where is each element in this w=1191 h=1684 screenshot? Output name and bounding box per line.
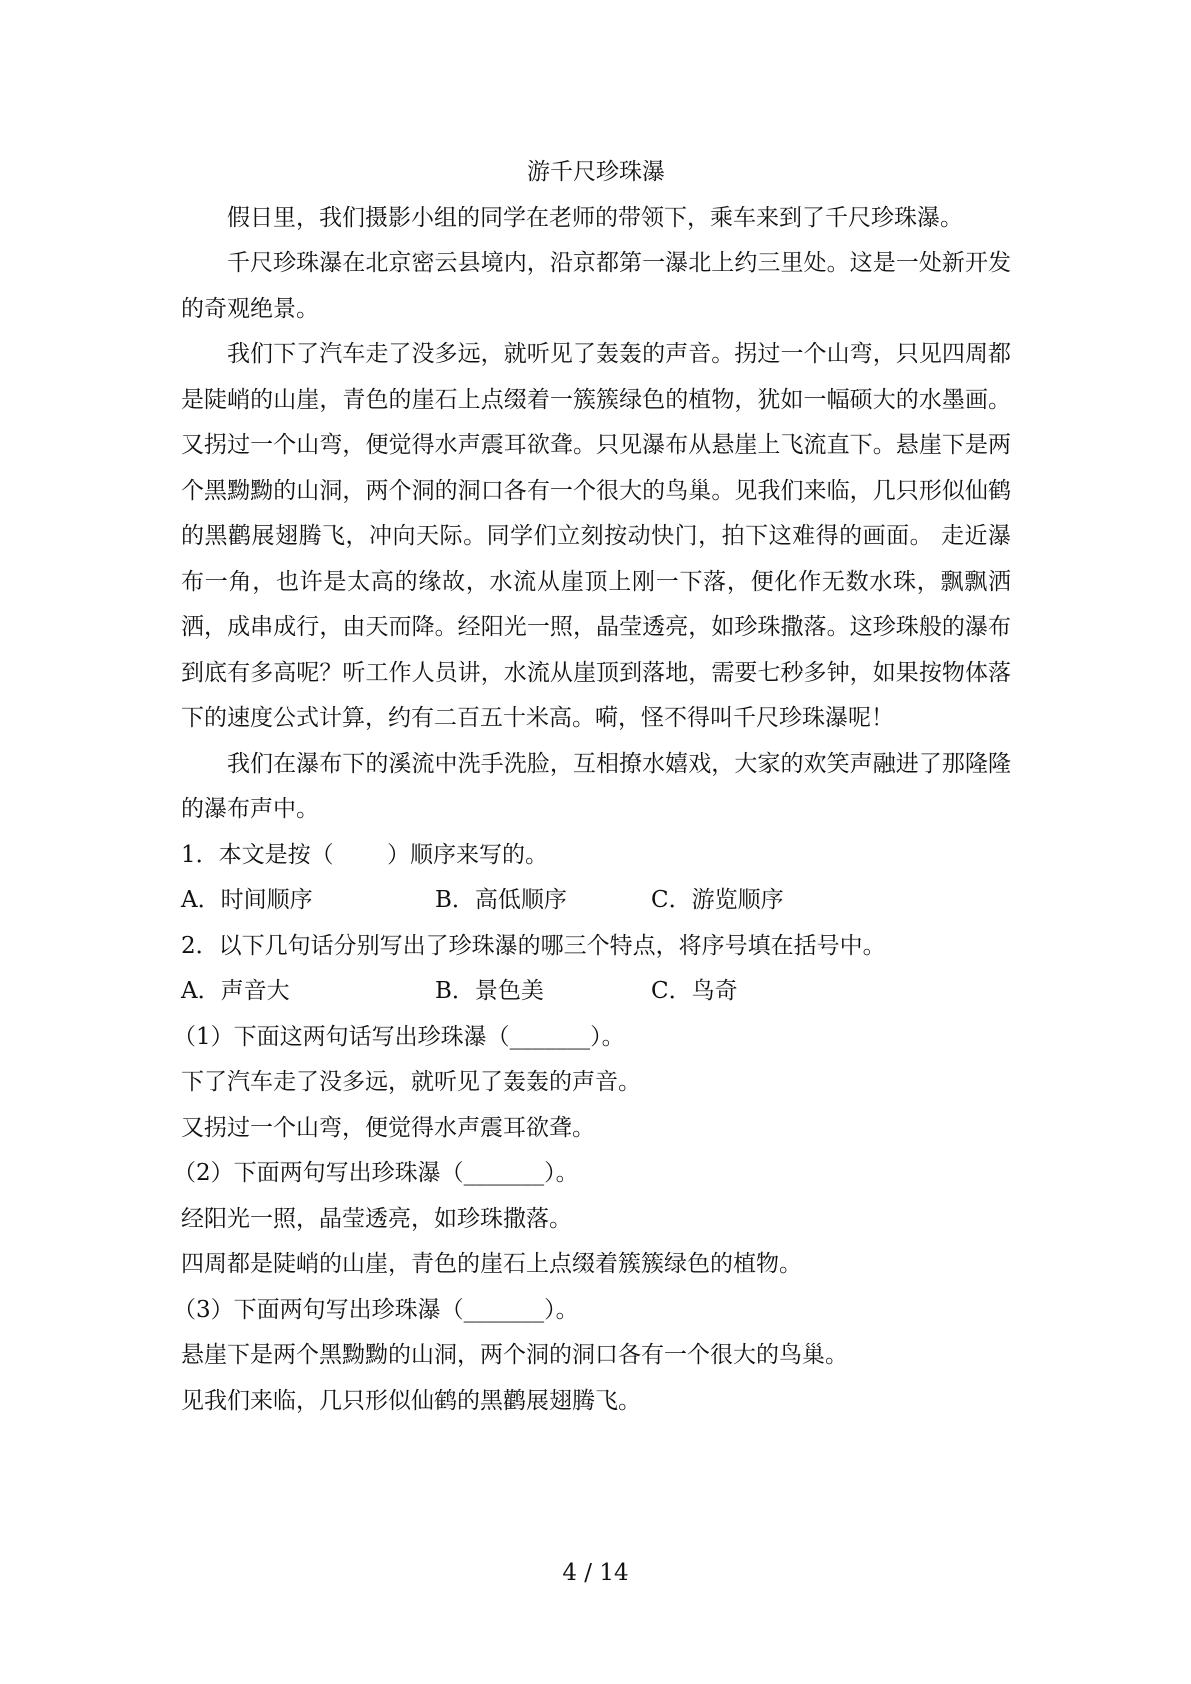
question-1-option-c: C．游览顺序 [651, 887, 784, 913]
paragraph-4: 我们在瀑布下的溪流中洗手洗脸，互相撩水嬉戏，大家的欢笑声融进了那隆隆的瀑布声中。 [181, 750, 1011, 822]
question-2-part-1-line-1: 下了汽车走了没多远，就听见了轰轰的声音。 [181, 1069, 641, 1095]
question-2: 2．以下几句话分别写出了珍珠瀑的哪三个特点，将序号填在括号中。 [181, 932, 886, 959]
question-2-part-2-line-1: 经阳光一照，晶莹透亮，如珍珠撒落。 [181, 1205, 572, 1232]
question-2-part-2-line-2: 四周都是陡峭的山崖，青色的崖石上点缀着簇簇绿色的植物。 [181, 1251, 802, 1277]
question-2-option-c: C．鸟奇 [651, 978, 738, 1004]
question-2-part-3-line-2: 见我们来临，几只形似仙鹤的黑鹳展翅腾飞。 [181, 1387, 641, 1414]
question-2-part-3-prompt: （3）下面两句写出珍珠瀑（_______）。 [173, 1296, 579, 1323]
question-1-option-a: A．时间顺序 [181, 887, 313, 913]
question-1: 1．本文是按（ ）顺序来写的。 [181, 841, 548, 868]
paragraph-1: 假日里，我们摄影小组的同学在老师的带领下，乘车来到了千尺珍珠瀑。 [227, 204, 963, 231]
question-2-part-2-prompt: （2）下面两句写出珍珠瀑（_______）。 [173, 1160, 579, 1186]
question-2-part-1-line-2: 又拐过一个山弯，便觉得水声震耳欲聋。 [181, 1114, 595, 1141]
question-2-option-a: A．声音大 [181, 978, 290, 1004]
article-title: 游千尺珍珠瀑 [527, 159, 665, 185]
page-number: 4 / 14 [562, 1560, 629, 1586]
question-2-part-3-line-1: 悬崖下是两个黑黝黝的山洞，两个洞的洞口各有一个很大的鸟巢。 [181, 1342, 848, 1368]
paragraph-2: 千尺珍珠瀑在北京密云县境内，沿京都第一瀑北上约三里处。这是一处新开发的奇观绝景。 [181, 250, 1011, 322]
question-2-option-b: B．景色美 [435, 978, 544, 1004]
question-2-part-1-prompt: （1）下面这两句话写出珍珠瀑（_______）。 [173, 1023, 625, 1050]
question-1-options [181, 878, 1011, 924]
document-content [173, 150, 1011, 1424]
question-2-options [181, 969, 1011, 1015]
question-1-option-b: B．高低顺序 [435, 887, 567, 913]
paragraph-3: 我们下了汽车走了没多远，就听见了轰轰的声音。拐过一个山弯，只见四周都是陡峭的山崖，青色的崖石上点缀着一簇簇绿色的植物，犹如一幅硕大的水墨画。又拐过一个山弯，便觉得水声震耳欲聋。只见瀑布从悬崖上飞流直下。悬崖下是两个黑黝黝的山洞，两个洞的洞口各有一个很大的鸟巢。见我们来临，几只形似仙鹤的黑鹳展翅腾飞，冲向天际。同学们立刻按动快门，拍下这难得的画面。 走近瀑布一角，也许是太高的缘故，水流从崖顶上刚一下落，便化作无数水珠，飘飘洒洒，成串成行，由天而降。经阳光一照，晶莹透亮，如珍珠撒落。这珍珠般的瀑布到底有多高呢？听工作人员讲，水流从崖顶到落地，需要七秒多钟，如果按物体落下的速度公式计算，约有二百五十米高。嗬，怪不得叫千尺珍珠瀑呢！ [181, 341, 1011, 731]
